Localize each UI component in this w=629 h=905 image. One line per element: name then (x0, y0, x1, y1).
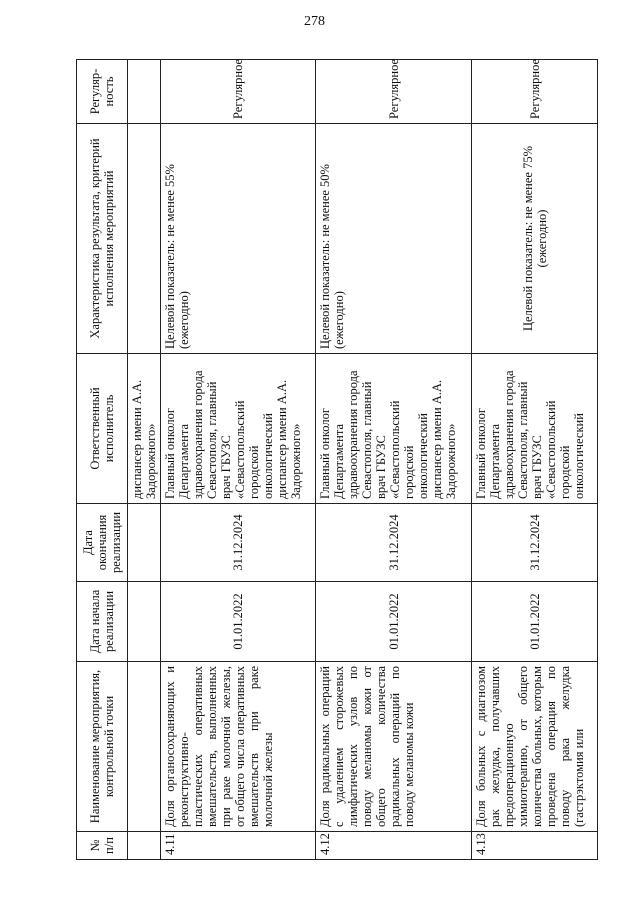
row-reg: Регулярное (316, 60, 472, 124)
header-char: Характеристика результата, критерий исполнения мероприятий (77, 124, 128, 354)
row-char: Целевой показатель: не менее 50% (ежегодно) (316, 124, 472, 354)
cont-resp: диспансер имени А.А. Задорожного» (127, 354, 160, 504)
row-reg: Регулярное (472, 60, 598, 124)
row-name: Доля больных с диагнозом рак желудка, получавших предоперационную химиотерапию, от общего количества больных, которым проведена операция по поводу рака желудка (гастрэктомия или (472, 662, 598, 832)
table-row (316, 60, 472, 860)
row-char: Целевой показатель: не менее 75% (ежегодно) (472, 124, 598, 354)
header-num: № п/п (77, 832, 128, 860)
page-number: 278 (304, 14, 325, 29)
row-end: 31.12.2024 (160, 504, 316, 582)
row-name: Доля радикальных операций с удалением сторожевых лимфатических узлов по поводу меланомы кожи от общего количества радикальных операций по поводу меланомы кожи (316, 662, 472, 832)
header-row (77, 60, 128, 860)
table-row (160, 60, 316, 860)
row-resp: Главный онколог Департамента здравоохранения города Севастополя, главный врач ГБУЗС «Севастопольский городской онкологический диспансер имени А.А. Задорожного» (316, 354, 472, 504)
row-end: 31.12.2024 (316, 504, 472, 582)
cont-num (127, 832, 160, 860)
cont-end (127, 504, 160, 582)
header-reg: Регуляр-ность (77, 60, 128, 124)
row-num: 4.13 (472, 832, 598, 860)
row-resp: Главный онколог Департамента здравоохранения города Севастополя, главный врач ГБУЗС «Севастопольский городской онкологический (472, 354, 598, 504)
cont-char (127, 124, 160, 354)
row-start: 01.01.2022 (160, 582, 316, 662)
header-end: Дата окончания реализации (77, 504, 128, 582)
continuation-row (127, 60, 160, 860)
table-row (472, 60, 598, 860)
row-start: 01.01.2022 (472, 582, 598, 662)
row-resp: Главный онколог Департамента здравоохранения города Севастополя, главный врач ГБУЗС «Севастопольский городской онкологический диспансер имени А.А. Задорожного» (160, 354, 316, 504)
cont-name (127, 662, 160, 832)
row-start: 01.01.2022 (316, 582, 472, 662)
rotated-table-container (76, 60, 598, 860)
header-name: Наименование мероприятия, контрольной точки (77, 662, 128, 832)
row-reg: Регулярное (160, 60, 316, 124)
header-start: Дата начала реализации (77, 582, 128, 662)
row-end: 31.12.2024 (472, 504, 598, 582)
row-name: Доля органосохраняющих и реконструктивно-пластических оперативных вмешательств, выполненных при раке молочной железы, от общего числа оперативных вмешательств при раке молочной железы (160, 662, 316, 832)
row-num: 4.11 (160, 832, 316, 860)
row-num: 4.12 (316, 832, 472, 860)
header-resp: Ответственный исполнитель (77, 354, 128, 504)
measures-table (76, 59, 598, 860)
row-char: Целевой показатель: не менее 55% (ежегодно) (160, 124, 316, 354)
cont-reg (127, 60, 160, 124)
cont-start (127, 582, 160, 662)
